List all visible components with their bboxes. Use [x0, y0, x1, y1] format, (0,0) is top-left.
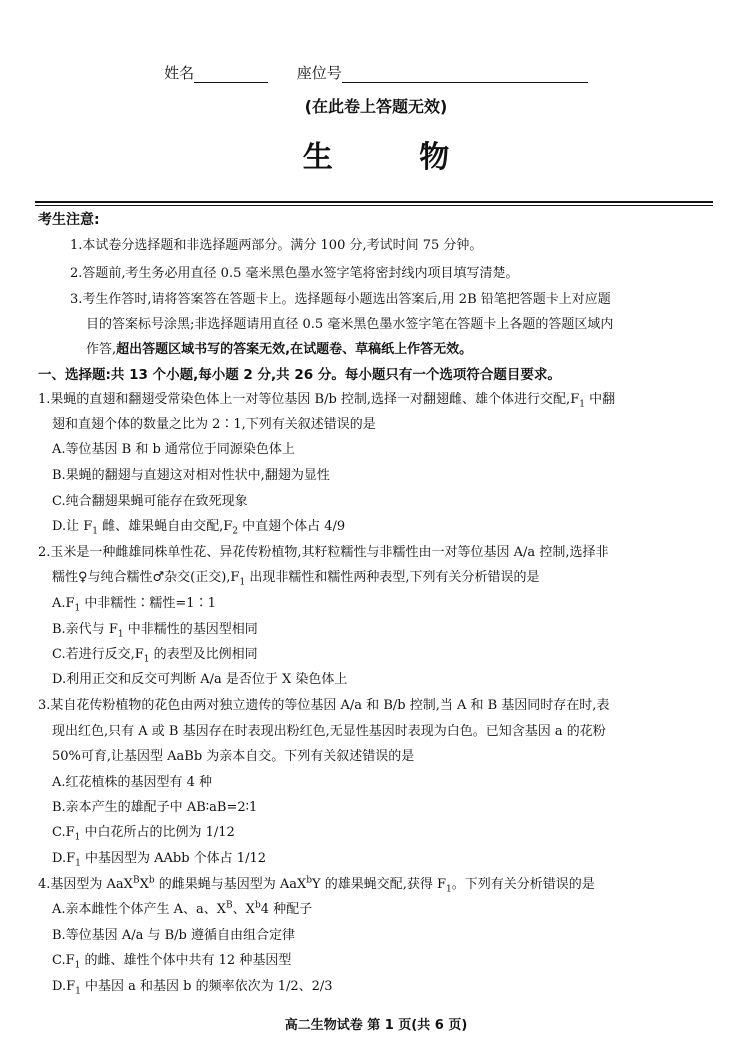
q4-stem	[38, 873, 595, 897]
q3-d-sub: 1	[75, 858, 81, 869]
q4-stem-sup-1: B	[132, 875, 140, 886]
section-title: 一、选择题:共 13 个小题,每小题 2 分,共 26 分。每小题只有一个选项符合题目要求。	[38, 367, 561, 383]
q2-b-text-1: B.亲代与 F	[52, 622, 118, 637]
q2-c-sub: 1	[143, 654, 150, 665]
q2-stem-line-2	[52, 566, 539, 590]
q2-option-a[interactable]	[52, 592, 216, 616]
notice-line-3c-text: 作答,	[86, 342, 117, 357]
seat-blank[interactable]	[342, 68, 588, 83]
divider-thin	[35, 205, 713, 206]
notice-warning: 超出答题区域书写的答案无效,在试题卷、草稿纸上作答无效。	[116, 342, 473, 357]
q3-c-text-2: 中白花所占的比例为 1/12	[80, 825, 235, 840]
q4-a-text-1: A.亲本雌性个体产生 A、a、X	[52, 902, 227, 917]
q4-a-sup-1: B	[226, 900, 233, 911]
q1-d-sub-1: 1	[92, 526, 98, 537]
q2-c-text-1: C.若进行反交,F	[52, 647, 144, 662]
q4-option-c[interactable]	[52, 949, 291, 973]
q4-c-text-2: 的雌、雄性个体中共有 12 种基因型	[80, 953, 292, 968]
q2-stem-text-2: 出现非糯性和糯性两种表型,下列有关分析错误的是	[245, 570, 540, 585]
q2-stem-text-1: 糯性♀与纯合糯性♂杂交(正交),F	[52, 570, 240, 585]
q4-option-b[interactable]: B.等位基因 A/a 与 B/b 遵循自由组合定律	[52, 928, 295, 943]
q4-a-text-2: 、X	[232, 902, 255, 917]
q4-c-text-1: C.F	[52, 953, 75, 968]
exam-header	[0, 62, 752, 83]
q2-a-text-2: 中非糯性∶糯性=1∶1	[80, 596, 216, 611]
q4-a-sup-2: b	[254, 900, 261, 911]
notice-line-3b: 目的答案标号涂黑;非选择题请用直径 0.5 毫米黑色墨水签字笔在答题卡上各题的答题区域内	[86, 317, 614, 332]
q3-d-text-1: D.F	[52, 851, 76, 866]
q1-d-text-1: D.让 F	[52, 519, 93, 534]
q4-stem-text-2: X	[139, 877, 149, 892]
page-footer: 高二生物试卷 第 1 页(共 6 页)	[284, 1018, 468, 1033]
q3-option-a[interactable]: A.红花植株的基因型有 4 种	[52, 775, 213, 790]
q1-stem-text: 1.果蝇的直翅和翻翅受常染色体上一对等位基因 B/b 控制,选择一对翻翅雌、雄个体进行交配,F	[38, 392, 580, 407]
q4-stem-text-1: 4.基因型为 AaX	[38, 877, 133, 892]
q3-stem-line-1: 3.某自花传粉植物的花色由两对独立遗传的等位基因 A/a 和 B/b 控制,当 A 和 B 基因同时存在时,表	[38, 698, 610, 713]
q1-option-c[interactable]: C.纯合翻翅果蝇可能存在致死现象	[52, 494, 248, 509]
q2-a-text-1: A.F	[52, 596, 75, 611]
q3-c-text-1: C.F	[52, 825, 75, 840]
notice-title: 考生注意:	[38, 212, 100, 228]
seat-label: 座位号	[296, 64, 342, 82]
q4-stem-sup-2: b	[148, 875, 155, 886]
q1-sub: 1	[579, 399, 585, 410]
notice-line-3c	[86, 338, 472, 362]
q2-a-sub: 1	[74, 603, 81, 614]
q2-option-d[interactable]: D.利用正交和反交可判断 A/a 是否位于 X 染色体上	[52, 672, 348, 687]
q4-option-d[interactable]	[52, 975, 333, 999]
q3-d-text-2: 中基因型为 AAbb 个体占 1/12	[80, 851, 267, 866]
q1-option-d[interactable]	[52, 515, 345, 539]
q4-stem-sub: 1	[446, 884, 452, 895]
q2-stem-line-1: 2.玉米是一种雌雄同株单性花、异花传粉植物,其籽粒糯性与非糯性由一对等位基因 A/a 控制,选择非	[38, 545, 609, 560]
q3-option-b[interactable]: B.亲本产生的雄配子中 AB∶aB=2∶1	[52, 800, 258, 815]
q4-d-text-2: 中基因 a 和基因 b 的频率依次为 1/2、2/3	[80, 979, 333, 994]
q4-stem-text-5: 。下列有关分析错误的是	[451, 877, 595, 892]
notice-line-2: 2.答题前,考生务必用直径 0.5 毫米黑色墨水签字笔将密封线内项目填写清楚。	[70, 266, 519, 281]
q4-d-text-1: D.F	[52, 979, 76, 994]
name-label: 姓名	[164, 64, 195, 82]
q4-stem-text-3: 的雌果蝇与基因型为 AaX	[154, 877, 307, 892]
q2-option-c[interactable]	[52, 643, 258, 667]
q4-c-sub: 1	[74, 960, 81, 971]
q3-option-d[interactable]	[52, 847, 266, 871]
q1-d-sub-2: 2	[232, 526, 239, 537]
invalid-note: (在此卷上答题无效)	[304, 97, 448, 116]
q1-d-text-3: 中直翅个体占 4/9	[238, 519, 346, 534]
q4-d-sub: 1	[75, 986, 81, 997]
q4-stem-sup-3: b	[306, 875, 313, 886]
notice-line-3a: 3.考生作答时,请将答案答在答题卡上。选择题每小题选出答案后,用 2B 铅笔把答题卡上对应题	[70, 292, 611, 307]
q2-c-text-2: 的表型及比例相同	[149, 647, 258, 662]
q1-option-a[interactable]: A.等位基因 B 和 b 通常位于同源染色体上	[52, 442, 295, 457]
q1-d-text-2: 雌、雄果蝇自由交配,F	[97, 519, 233, 534]
subject-title: 生 物	[302, 140, 488, 175]
name-blank[interactable]	[194, 68, 268, 83]
q2-b-sub: 1	[117, 629, 124, 640]
q4-stem-text-4: Y 的雄果蝇交配,获得 F	[312, 877, 447, 892]
q3-c-sub: 1	[74, 832, 81, 843]
q1-stem-text-end: 中翻	[584, 392, 616, 407]
q4-a-text-3: 4 种配子	[260, 902, 313, 917]
q1-option-b[interactable]: B.果蝇的翻翅与直翅这对相对性状中,翻翅为显性	[52, 468, 330, 483]
q2-option-b[interactable]	[52, 618, 258, 642]
divider-thick	[35, 201, 713, 203]
q2-b-text-2: 中非糯性的基因型相同	[123, 622, 258, 637]
q4-option-a[interactable]	[52, 898, 312, 922]
q3-stem-line-2: 现出红色,只有 A 或 B 基因存在时表现出粉红色,无显性基因时表现为白色。已知含基因 a 的花粉	[52, 724, 606, 739]
q2-stem-sub: 1	[239, 577, 246, 588]
q3-stem-line-3: 50%可育,让基因型 AaBb 为亲本自交。下列有关叙述错误的是	[52, 749, 415, 764]
q1-stem-line-2: 翅和直翅个体的数量之比为 2∶1,下列有关叙述错误的是	[52, 417, 376, 432]
notice-line-1: 1.本试卷分选择题和非选择题两部分。满分 100 分,考试时间 75 分钟。	[70, 238, 483, 253]
q1-stem-line-1	[38, 388, 615, 412]
q3-option-c[interactable]	[52, 821, 235, 845]
